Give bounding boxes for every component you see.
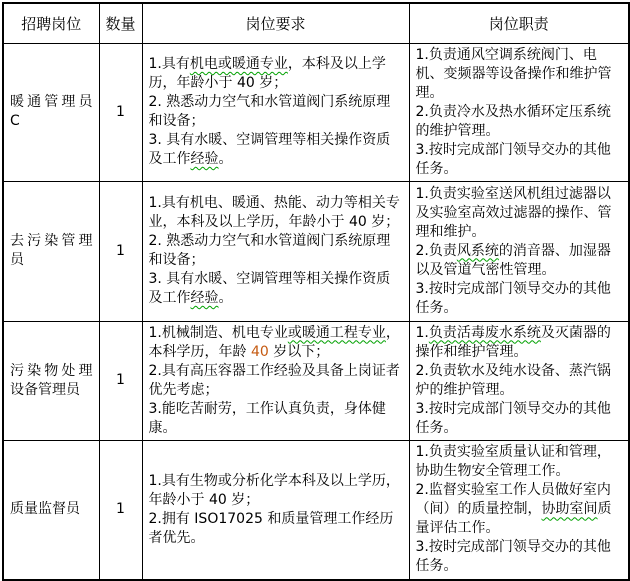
text-line — [416, 103, 623, 141]
text-segment: 2.负责 — [415, 242, 457, 259]
table-row — [3, 43, 629, 181]
spellcheck-flagged-text: 负责活毒废水系统 — [428, 324, 541, 341]
text-line — [416, 46, 623, 103]
text-segment: 1.具有机电、暖通、热能、动力等相关专业，本科及以上学历，年龄小于 40 岁； — [148, 195, 400, 230]
text-line — [149, 400, 403, 438]
text-segment: 2.负责冷水及热水循环定压系统的维护管理。 — [415, 103, 611, 139]
text-segment: 2.负责软水及纯水设备、蒸汽锅炉的维护管理。 — [415, 362, 611, 398]
text-line — [149, 362, 403, 400]
text-line — [416, 538, 623, 576]
text-segment: 1.具有生物或分析化学本科及以上学历，年龄小于 40 岁； — [148, 472, 400, 508]
spellcheck-flagged-text: 或暖通工程专业 — [287, 324, 386, 341]
count-cell: 1 — [99, 440, 142, 580]
text-segment: 3.按时完成部门领导交办的其他任务。 — [415, 400, 611, 436]
text-line — [416, 362, 623, 400]
text-line — [416, 324, 623, 362]
text-segment: ，本科及以上学历，年龄小于 40 岁； — [148, 56, 386, 91]
recruitment-table — [2, 2, 630, 581]
header-requirements: 岗位要求 — [142, 3, 409, 43]
text-segment: 。 — [218, 151, 233, 167]
text-segment: 1.具有 — [148, 56, 190, 72]
text-line — [416, 443, 623, 481]
header-responsibilities: 岗位职责 — [409, 3, 629, 43]
requirements-cell — [142, 181, 409, 321]
responsibilities-cell — [409, 43, 629, 181]
text-line — [149, 270, 403, 308]
text-segment: ，本科学历，年龄 — [148, 324, 400, 360]
count-cell: 1 — [99, 321, 142, 440]
text-line — [149, 93, 403, 131]
text-line — [149, 194, 403, 232]
text-segment: 。 — [218, 290, 233, 306]
text-segment: 1. — [415, 324, 429, 341]
count-cell: 1 — [99, 43, 142, 181]
text-line — [149, 232, 403, 270]
table-row — [3, 181, 629, 321]
table-header-row — [3, 3, 629, 43]
text-segment: 1.负责实验室质量认证和管理，协助生物安全管理工作。 — [415, 444, 611, 480]
requirements-cell — [142, 440, 409, 580]
position-cell: 去污染管理员 — [3, 181, 99, 321]
text-segment: 3. 具有水暖、空调管理等相关操作资质及工作 — [148, 132, 391, 167]
text-line — [149, 131, 403, 169]
text-segment: 岁以下； — [268, 343, 330, 360]
text-segment: 质量评估工作。 — [415, 501, 612, 537]
highlighted-number: 40 — [250, 343, 269, 360]
position-cell: 污染物处理设备管理员 — [3, 321, 99, 440]
count-cell: 1 — [99, 181, 142, 321]
text-segment: 及灭菌器的操作和维护管理。 — [415, 324, 611, 360]
text-segment: 2. 熟悉动力空气和水管道阀门系统原理和设备； — [148, 233, 391, 268]
text-segment: 2.监督实验室工作人员做好室内（间）的质量控制， — [415, 482, 611, 518]
text-segment: 1.机械制造、机电专业 — [148, 324, 288, 341]
spellcheck-flagged-text: 经验 — [190, 290, 219, 306]
text-segment: 2.具有高压容器工作经验及具备上岗证者优先考虑； — [148, 362, 400, 398]
text-line — [416, 141, 623, 179]
text-line — [416, 242, 623, 280]
responsibilities-cell — [409, 440, 629, 580]
text-segment: 3. 具有水暖、空调管理等相关操作资质及工作 — [148, 271, 391, 306]
header-count: 数量 — [99, 3, 142, 43]
job-table-body — [3, 43, 629, 580]
text-line — [149, 55, 403, 93]
text-segment: 3.按时完成部门领导交办的其他任务。 — [415, 280, 611, 316]
table-row — [3, 321, 629, 440]
responsibilities-cell — [409, 181, 629, 321]
text-segment: 2.拥有 ISO17025 和质量管理工作经历者优先。 — [148, 510, 394, 546]
header-position: 招聘岗位 — [3, 3, 99, 43]
spellcheck-flagged-text: 机电或暖通专业 — [189, 56, 288, 72]
text-segment: 1.负责通风空调系统阀门、电机、变频器等设备操作和维护管理。 — [415, 46, 612, 101]
text-segment: 的消音器、加湿器以及管道气密性管理。 — [415, 242, 611, 278]
text-segment: 3.按时完成部门领导交办的其他任务。 — [415, 539, 611, 575]
position-cell: 质量监督员 — [3, 440, 99, 580]
text-segment: 2. 熟悉动力空气和水管道阀门系统原理和设备； — [148, 94, 391, 129]
text-segment: 3.按时完成部门领导交办的其他任务。 — [415, 141, 611, 177]
text-line — [416, 400, 623, 438]
text-segment: 3.能吃苦耐劳，工作认真负责，身体健康。 — [148, 400, 386, 436]
text-line — [416, 280, 623, 318]
position-cell: 暖通管理员 C — [3, 43, 99, 181]
requirements-cell — [142, 321, 409, 440]
text-segment: 1.负责实验室送风机组过滤器以及实验室高效过滤器的操作、管理和维护。 — [415, 185, 612, 240]
spellcheck-flagged-text: 协助室间 — [541, 501, 598, 518]
spellcheck-flagged-text: 风系统 — [456, 242, 499, 259]
text-line — [416, 481, 623, 538]
requirements-cell — [142, 43, 409, 181]
table-row — [3, 440, 629, 580]
spellcheck-flagged-text: 经验 — [190, 151, 219, 167]
text-line — [149, 472, 403, 510]
text-line — [416, 185, 623, 242]
text-line — [149, 324, 403, 362]
text-line — [149, 510, 403, 548]
responsibilities-cell — [409, 321, 629, 440]
